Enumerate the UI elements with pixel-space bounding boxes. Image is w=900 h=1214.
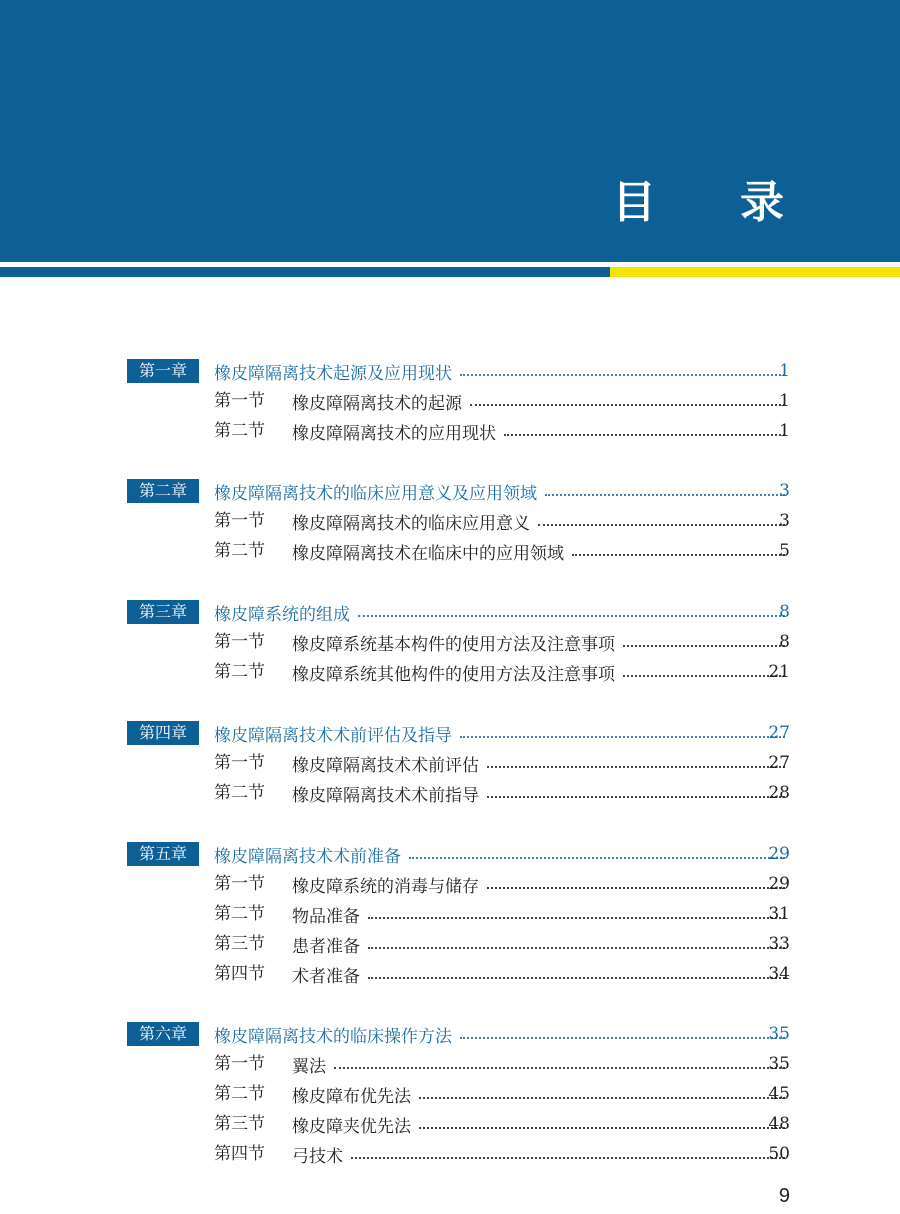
chapter-page: 1 (779, 361, 790, 381)
section-label: 第二节 (214, 783, 265, 803)
section-page: 50 (768, 1144, 790, 1164)
dot-leader (460, 374, 785, 376)
toc-section-row[interactable] (0, 1110, 900, 1138)
toc-section-row[interactable] (0, 628, 900, 656)
section-title (292, 779, 789, 807)
section-title (292, 900, 789, 928)
section-title-text: 橡皮障系统的消毒与储存 (292, 876, 479, 897)
toc-section-row[interactable] (0, 658, 900, 686)
chapter-title-text: 橡皮障隔离技术起源及应用现状 (214, 363, 452, 384)
toc-section-row[interactable] (0, 387, 900, 415)
toc-section-row[interactable] (0, 870, 900, 898)
section-page: 48 (768, 1114, 790, 1134)
section-title (292, 1080, 789, 1108)
section-label: 第一节 (214, 874, 265, 894)
chapter-badge: 第四章 (127, 721, 199, 745)
section-title-text: 弓技术 (292, 1146, 343, 1167)
chapter-title-text: 橡皮障隔离技术术前准备 (214, 846, 401, 867)
section-page: 34 (768, 964, 790, 984)
section-page: 31 (768, 904, 790, 924)
section-title-text: 橡皮障布优先法 (292, 1086, 411, 1107)
title-char-2: 录 (740, 177, 784, 228)
section-title-text: 翼法 (292, 1056, 326, 1077)
toc-chapter-row[interactable] (0, 840, 900, 868)
title-char-1: 目 (612, 177, 656, 228)
section-label: 第二节 (214, 421, 265, 441)
dot-leader (409, 857, 785, 859)
section-page: 45 (768, 1084, 790, 1104)
toc-section-row[interactable] (0, 749, 900, 777)
chapter-title-text: 橡皮障隔离技术的临床操作方法 (214, 1026, 452, 1047)
section-title (292, 749, 789, 777)
section-label: 第一节 (214, 1054, 265, 1074)
section-page: 5 (779, 541, 790, 561)
chapter-title (214, 357, 789, 385)
section-title-text: 橡皮障隔离技术在临床中的应用领域 (292, 543, 564, 564)
section-page: 29 (768, 874, 790, 894)
chapter-badge: 第五章 (127, 842, 199, 866)
dot-leader (545, 494, 785, 496)
dot-leader (460, 1037, 785, 1039)
toc-section-row[interactable] (0, 930, 900, 958)
section-title (292, 507, 789, 535)
chapter-page: 3 (779, 481, 790, 501)
chapter-title (214, 477, 789, 505)
toc-chapter-row[interactable] (0, 598, 900, 626)
section-title-text: 橡皮障隔离技术术前指导 (292, 785, 479, 806)
page-number: 9 (778, 1185, 790, 1207)
section-label: 第二节 (214, 541, 265, 561)
section-page: 27 (768, 753, 790, 773)
chapter-page: 27 (768, 723, 790, 743)
header-stripe-blue (0, 267, 610, 277)
section-title-text: 橡皮障系统其他构件的使用方法及注意事项 (292, 664, 615, 685)
section-page: 28 (768, 783, 790, 803)
dot-leader (470, 404, 785, 406)
section-title (292, 387, 789, 415)
dot-leader (419, 1127, 785, 1129)
section-label: 第一节 (214, 511, 265, 531)
toc-section-row[interactable] (0, 1140, 900, 1168)
section-page: 33 (768, 934, 790, 954)
header-stripe-yellow (610, 267, 900, 277)
chapter-page: 29 (768, 844, 790, 864)
section-title-text: 橡皮障夹优先法 (292, 1116, 411, 1137)
toc-section-row[interactable] (0, 507, 900, 535)
section-page: 35 (768, 1054, 790, 1074)
chapter-badge: 第二章 (127, 479, 199, 503)
dot-leader (419, 1097, 785, 1099)
toc-section-row[interactable] (0, 537, 900, 565)
section-page: 21 (768, 662, 790, 682)
chapter-title-text: 橡皮障隔离技术的临床应用意义及应用领域 (214, 483, 537, 504)
chapter-page: 8 (779, 602, 790, 622)
section-title (292, 1110, 789, 1138)
section-title (292, 1140, 789, 1168)
dot-leader (334, 1067, 785, 1069)
section-label: 第四节 (214, 964, 265, 984)
chapter-title (214, 1020, 789, 1048)
toc-section-row[interactable] (0, 960, 900, 988)
section-title (292, 417, 789, 445)
dot-leader (487, 887, 785, 889)
dot-leader (623, 675, 785, 677)
section-title (292, 537, 789, 565)
section-label: 第二节 (214, 662, 265, 682)
toc-chapter-row[interactable] (0, 477, 900, 505)
toc-chapter-row[interactable] (0, 1020, 900, 1048)
toc-section-row[interactable] (0, 900, 900, 928)
dot-leader (368, 947, 785, 949)
toc-chapter-row[interactable] (0, 357, 900, 385)
dot-leader (538, 524, 785, 526)
section-page: 3 (779, 511, 790, 531)
section-label: 第一节 (214, 391, 265, 411)
section-page: 1 (779, 421, 790, 441)
section-title (292, 930, 789, 958)
section-title (292, 1050, 789, 1078)
section-label: 第四节 (214, 1144, 265, 1164)
section-label: 第一节 (214, 753, 265, 773)
dot-leader (487, 796, 785, 798)
toc-section-row[interactable] (0, 1050, 900, 1078)
toc-section-row[interactable] (0, 779, 900, 807)
section-title-text: 橡皮障隔离技术的应用现状 (292, 423, 496, 444)
section-title-text: 橡皮障隔离技术术前评估 (292, 755, 479, 776)
section-label: 第二节 (214, 1084, 265, 1104)
chapter-badge: 第一章 (127, 359, 199, 383)
section-label: 第一节 (214, 632, 265, 652)
section-label: 第三节 (214, 1114, 265, 1134)
dot-leader (351, 1157, 785, 1159)
chapter-title-text: 橡皮障隔离技术术前评估及指导 (214, 725, 452, 746)
chapter-badge: 第六章 (127, 1022, 199, 1046)
section-title-text: 橡皮障系统基本构件的使用方法及注意事项 (292, 634, 615, 655)
section-title (292, 628, 789, 656)
toc-section-row[interactable] (0, 1080, 900, 1108)
dot-leader (623, 645, 785, 647)
toc-section-row[interactable] (0, 417, 900, 445)
dot-leader (368, 917, 785, 919)
section-label: 第三节 (214, 934, 265, 954)
section-title (292, 658, 789, 686)
dot-leader (368, 977, 785, 979)
page-title (0, 176, 900, 236)
dot-leader (487, 766, 785, 768)
chapter-title (214, 719, 789, 747)
dot-leader (358, 615, 785, 617)
section-label: 第二节 (214, 904, 265, 924)
chapter-badge: 第三章 (127, 600, 199, 624)
section-page: 8 (779, 632, 790, 652)
section-title (292, 960, 789, 988)
dot-leader (572, 554, 785, 556)
dot-leader (504, 434, 785, 436)
toc-chapter-row[interactable] (0, 719, 900, 747)
section-title-text: 物品准备 (292, 906, 360, 927)
section-title-text: 橡皮障隔离技术的起源 (292, 393, 462, 414)
section-title-text: 橡皮障隔离技术的临床应用意义 (292, 513, 530, 534)
section-title-text: 术者准备 (292, 966, 360, 987)
section-title-text: 患者准备 (292, 936, 360, 957)
chapter-title (214, 598, 789, 626)
chapter-page: 35 (768, 1024, 790, 1044)
dot-leader (460, 736, 785, 738)
chapter-title-text: 橡皮障系统的组成 (214, 604, 350, 625)
section-page: 1 (779, 391, 790, 411)
section-title (292, 870, 789, 898)
chapter-title (214, 840, 789, 868)
